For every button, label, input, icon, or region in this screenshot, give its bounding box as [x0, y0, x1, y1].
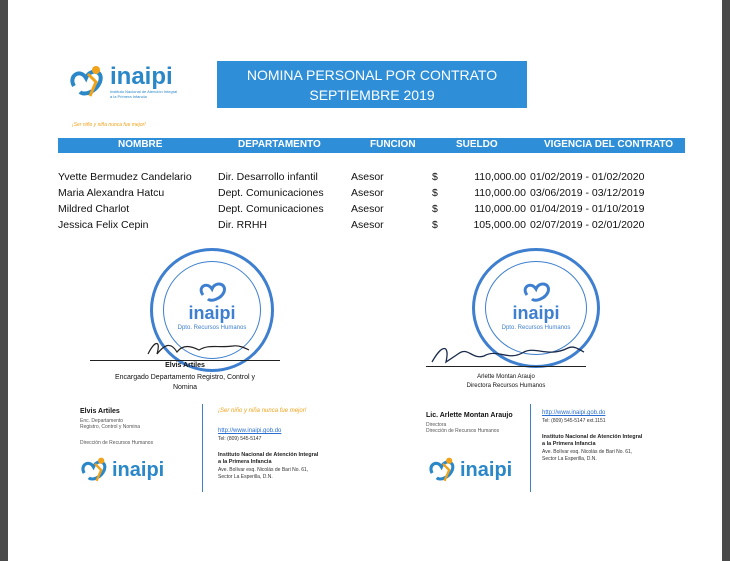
right-card-url-link[interactable]: http://www.inaipi.gob.do — [542, 410, 606, 416]
document-title: NOMINA PERSONAL POR CONTRATO — [246, 67, 498, 83]
inaipi-logo — [66, 62, 180, 102]
cell-nombre: Maria Alexandra Hatcu — [58, 187, 165, 199]
cell-nombre: Jessica Felix Cepin — [58, 219, 149, 231]
right-signer-title: Directora Recursos Humanos — [466, 383, 546, 389]
cell-departamento: Dir. Desarrollo infantil — [218, 171, 318, 183]
cell-vigencia: 01/02/2019 - 01/02/2020 — [530, 171, 645, 183]
left-card-wordmark: inaipi — [112, 458, 165, 481]
right-card-institution-cont: a la Primera Infancia — [542, 441, 596, 447]
cell-currency: $ — [432, 203, 438, 215]
left-signature-line — [90, 360, 280, 361]
left-card-name: Elvis Artiles — [80, 408, 120, 415]
left-signer-title: Encargado Departamento Registro, Control y — [114, 374, 256, 381]
left-signer-title-cont: Nomina — [172, 384, 198, 391]
viewer-right-edge — [722, 0, 730, 561]
left-card-direction: Dirección de Recursos Humanos — [80, 440, 154, 446]
right-card-role: Directora — [426, 422, 447, 428]
right-card-wordmark: inaipi — [460, 458, 513, 481]
cell-funcion: Asesor — [351, 219, 384, 231]
cell-vigencia: 03/06/2019 - 03/12/2019 — [530, 187, 645, 199]
document-period: SEPTIEMBRE 2019 — [309, 87, 435, 103]
seal-logo-icon — [521, 277, 555, 305]
cell-departamento: Dept. Comunicaciones — [218, 187, 324, 199]
right-card-role-cont: Dirección de Recursos Humanos — [426, 428, 500, 434]
logo-wordmark: inaipi — [110, 63, 173, 90]
left-seal-wordmark: inaipi — [188, 303, 236, 323]
left-handwritten-signature — [143, 336, 253, 362]
logo-subtitle: Instituto Nacional de Atención Integral a la Primera Infancia — [110, 89, 178, 99]
header-slogan: ¡Ser niño y niña nunca fue mejor! — [72, 122, 146, 128]
cell-sueldo: 110,000.00 — [474, 171, 526, 183]
cell-departamento: Dept. Comunicaciones — [218, 203, 324, 215]
right-card-institution: Instituto Nacional de Atención Integral — [542, 434, 643, 440]
table-row — [58, 187, 685, 203]
cell-currency: $ — [432, 219, 438, 231]
left-card-role: Enc. Departamento — [80, 418, 124, 424]
left-card-logo — [78, 454, 164, 486]
seal-logo-icon — [197, 277, 231, 305]
left-seal-subtitle: Dpto. Recursos Humanos — [177, 325, 247, 331]
right-card-name: Lic. Arlette Montan Araujo — [426, 412, 513, 419]
left-card-divider — [202, 404, 203, 492]
cell-funcion: Asesor — [351, 187, 384, 199]
left-card-phone: Tel: (809) 545-5147 — [218, 436, 262, 442]
cell-departamento: Dir. RRHH — [218, 219, 267, 231]
column-header-funcion: FUNCION — [370, 139, 416, 150]
cell-sueldo: 105,000.00 — [473, 219, 526, 231]
cell-sueldo: 110,000.00 — [474, 187, 526, 199]
inaipi-logo-icon — [66, 62, 110, 102]
cell-funcion: Asesor — [351, 203, 384, 215]
right-handwritten-signature — [428, 340, 588, 368]
table-header — [58, 138, 685, 153]
right-card-logo — [426, 454, 512, 486]
table-row — [58, 203, 685, 219]
cell-nombre: Mildred Charlot — [58, 203, 130, 215]
left-card-role-cont: Registro, Control y Nomina — [80, 424, 141, 430]
cell-sueldo: 110,000.00 — [474, 203, 526, 215]
cell-funcion: Asesor — [351, 171, 384, 183]
left-card-address: Ave. Bolívar esq. Nicolás de Bari No. 61, — [218, 467, 309, 473]
right-card-address: Ave. Bolívar esq. Nicolás de Bari No. 61, — [542, 449, 633, 455]
inaipi-logo-icon — [426, 454, 460, 486]
cell-currency: $ — [432, 171, 438, 183]
table-row — [58, 171, 685, 187]
cell-currency: $ — [432, 187, 438, 199]
column-header-departamento: DEPARTAMENTO — [238, 139, 321, 150]
document-title-box — [217, 61, 527, 108]
inaipi-logo-icon — [78, 454, 112, 486]
viewer-left-edge — [0, 0, 8, 561]
right-seal-subtitle: Dpto. Recursos Humanos — [501, 325, 571, 331]
left-card-url-link[interactable]: http://www.inaipi.gob.do — [218, 428, 282, 434]
right-seal-wordmark: inaipi — [512, 303, 560, 323]
column-header-nombre: NOMBRE — [118, 139, 163, 150]
table-row — [58, 219, 685, 235]
left-signer-name: Elvis Artiles — [165, 362, 205, 369]
left-card-slogan: ¡Ser niño y niña nunca fue mejor! — [218, 408, 307, 414]
cell-vigencia: 02/07/2019 - 02/01/2020 — [530, 219, 645, 231]
right-card-address-cont: Sector La Esperilla, D.N. — [542, 456, 597, 462]
cell-nombre: Yvette Bermudez Candelario — [58, 171, 192, 183]
column-header-vigencia: VIGENCIA DEL CONTRATO — [544, 139, 674, 150]
right-card-divider — [530, 404, 531, 492]
left-card-institution: Instituto Nacional de Atención Integral — [218, 452, 319, 458]
left-card-institution-cont: a la Primera Infancia — [218, 459, 272, 465]
right-card-phone: Tel: (809) 545-5147 ext.1151 — [542, 418, 606, 424]
left-card-address-cont: Sector La Esperilla, D.N. — [218, 474, 273, 480]
column-header-sueldo: SUELDO — [456, 139, 498, 150]
right-signer-name: Arlette Montan Araujo — [477, 374, 535, 380]
document-page — [8, 0, 722, 561]
right-signature-line — [426, 366, 586, 367]
cell-vigencia: 01/04/2019 - 01/10/2019 — [530, 203, 645, 215]
